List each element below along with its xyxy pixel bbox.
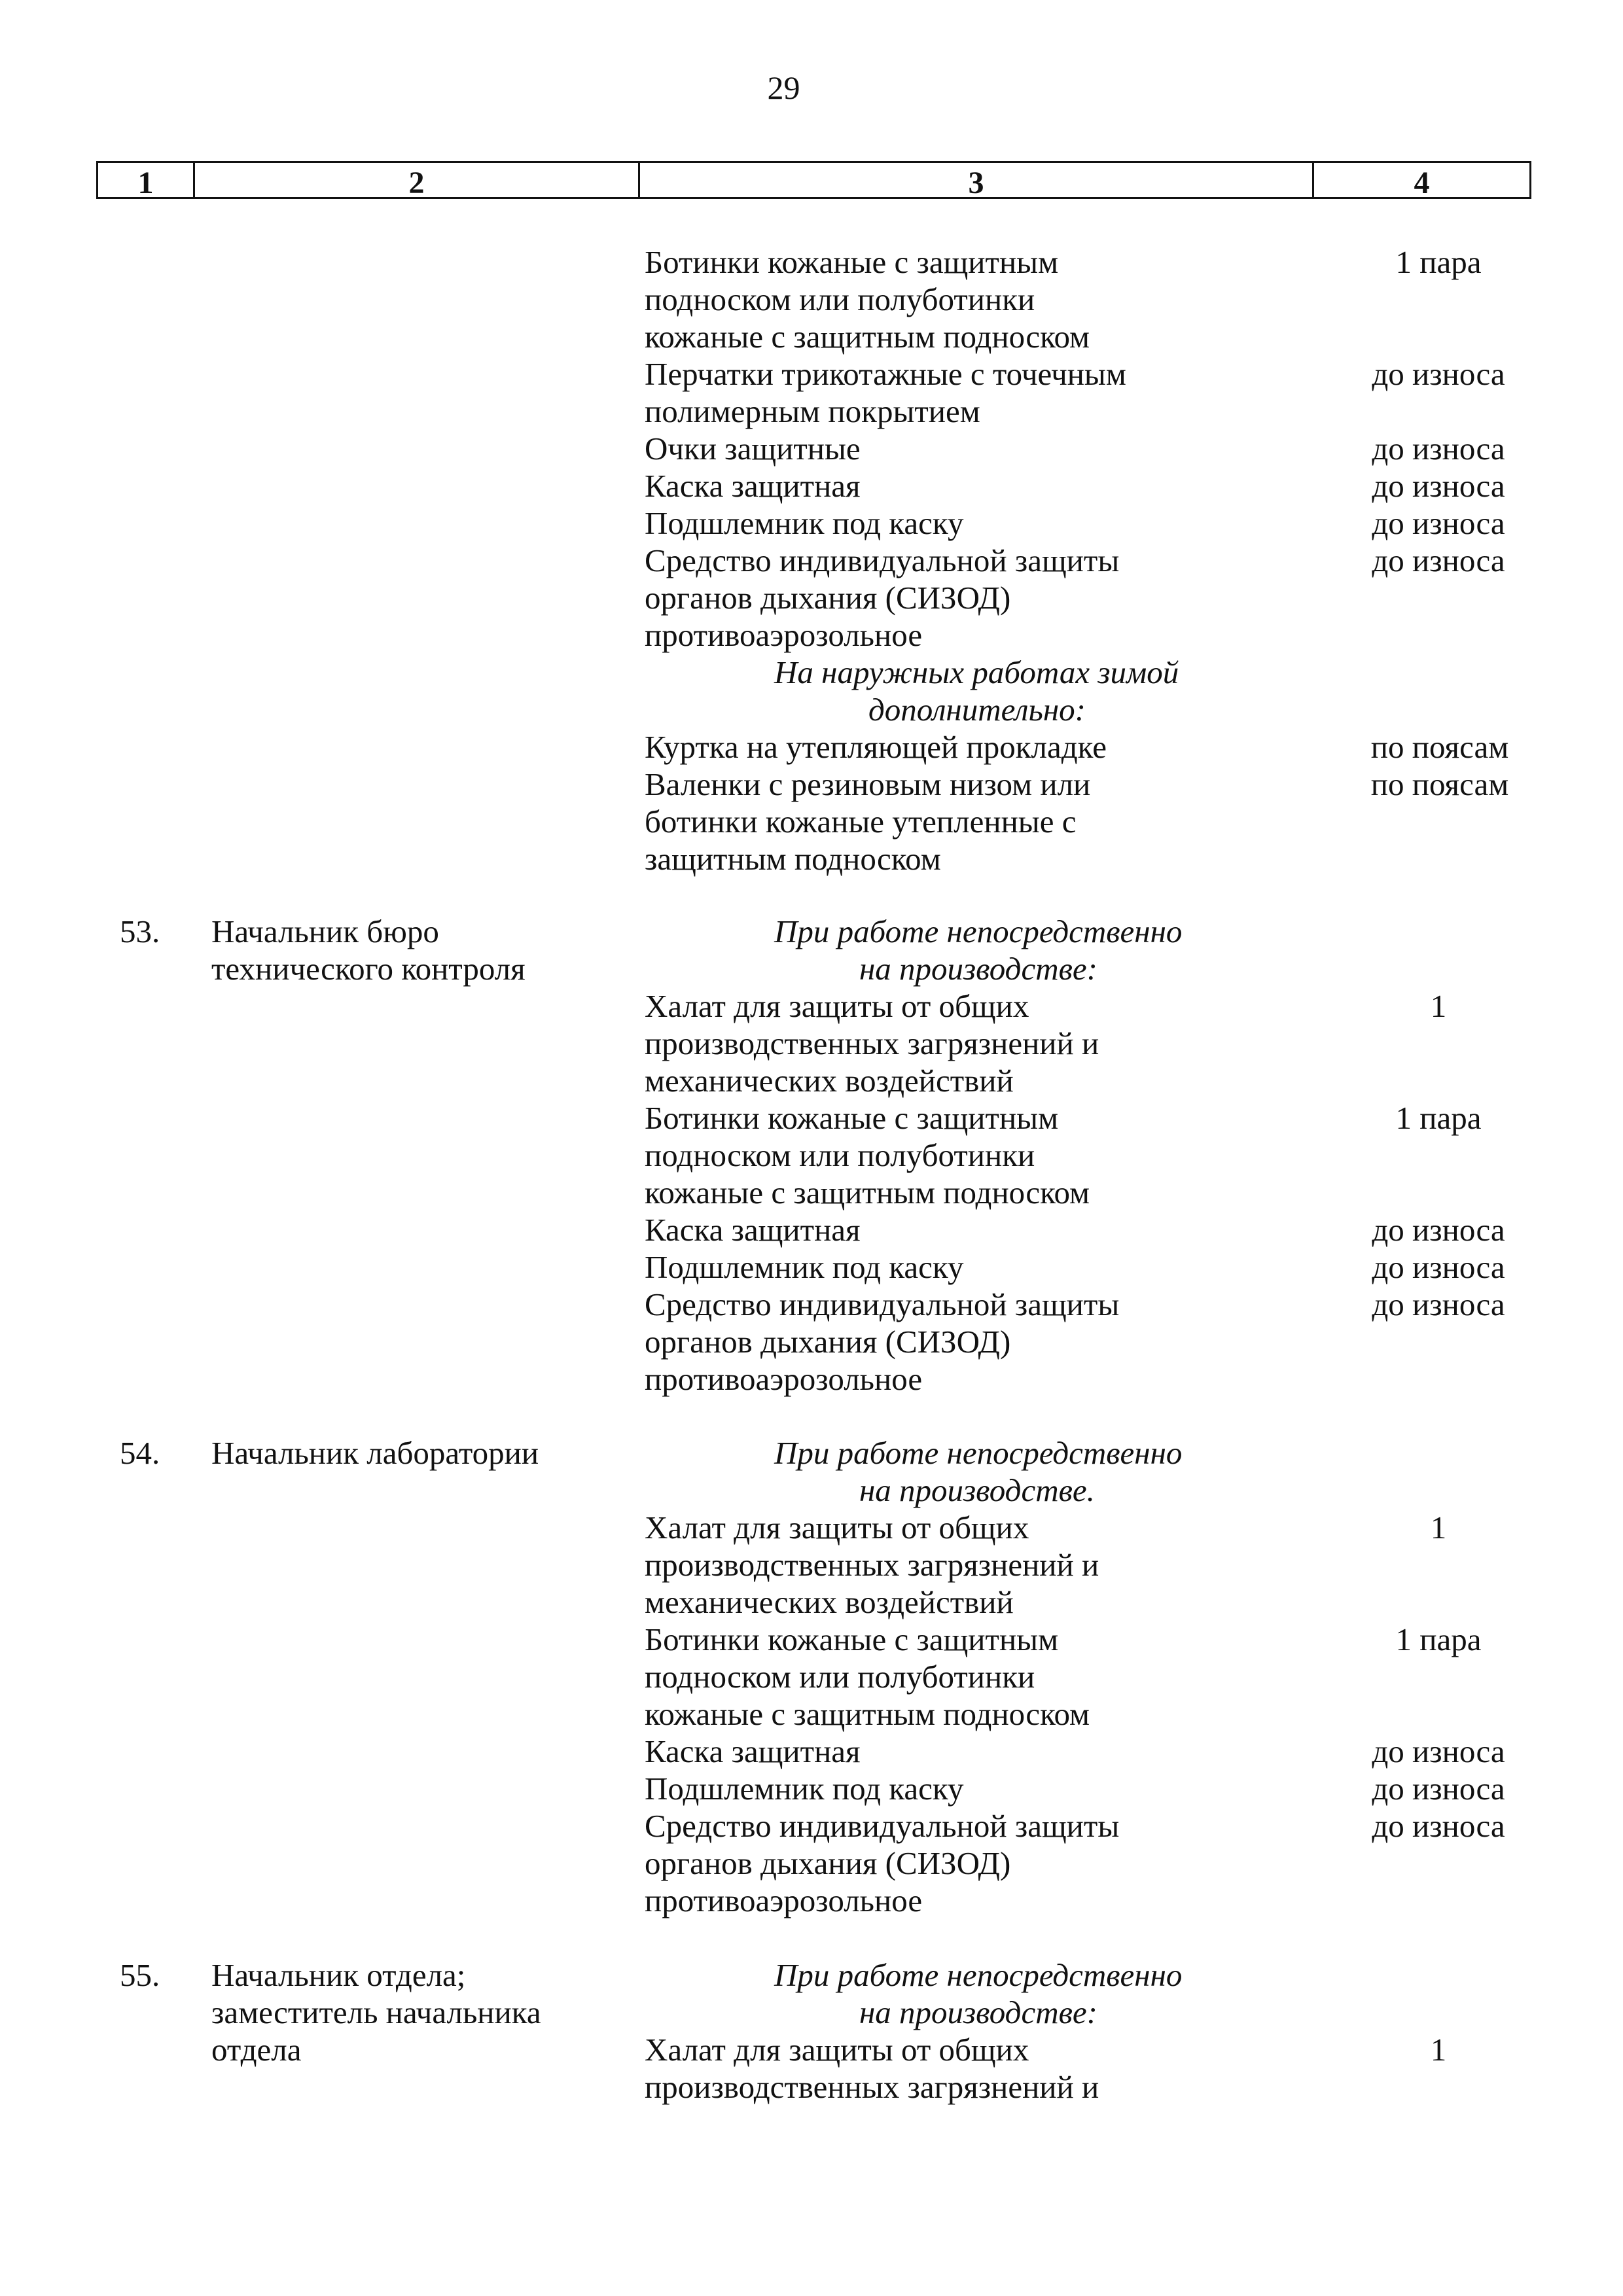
item-line: Средство индивидуальной защиты [645, 542, 1120, 578]
section-subheading: На наружных работах зимой [774, 654, 1179, 690]
column-header-2: 2 [408, 166, 425, 200]
item-line: органов дыхания (СИЗОД) [645, 580, 1011, 616]
item-quantity: 1 [1430, 1510, 1447, 1545]
column-header-1: 1 [137, 166, 154, 200]
item-line: органов дыхания (СИЗОД) [645, 1845, 1011, 1881]
item-line: Каска защитная [645, 1733, 861, 1769]
position-title: Начальник отдела; [211, 1957, 466, 1993]
section-subheading: При работе непосредственно [774, 913, 1183, 949]
item-quantity: до износа [1372, 1286, 1505, 1322]
item-line: производственных загрязнений и [645, 2069, 1099, 2105]
section-subheading: на производстве. [859, 1472, 1095, 1508]
position-title: технического контроля [211, 951, 526, 987]
item-line: Халат для защиты от общих [645, 988, 1029, 1024]
item-quantity: 1 пара [1395, 244, 1482, 280]
item-line: Ботинки кожаные с защитным [645, 244, 1059, 280]
entry-number: 54. [120, 1435, 160, 1471]
item-line: противоаэрозольное [645, 617, 923, 653]
item-quantity: 1 пара [1395, 1100, 1482, 1136]
item-quantity: до износа [1372, 505, 1505, 541]
position-title: заместитель начальника [211, 1994, 541, 2030]
item-line: Средство индивидуальной защиты [645, 1808, 1120, 1844]
item-line: Ботинки кожаные с защитным [645, 1100, 1059, 1136]
section-subheading: При работе непосредственно [774, 1957, 1183, 1993]
item-quantity: до износа [1372, 468, 1505, 504]
section-subheading: на производстве: [859, 951, 1097, 987]
item-line: Подшлемник под каску [645, 1249, 964, 1285]
item-line: полимерным покрытием [645, 393, 980, 429]
item-line: Каска защитная [645, 1212, 861, 1248]
item-line: подноском или полуботинки [645, 1659, 1035, 1695]
item-line: Подшлемник под каску [645, 505, 964, 541]
item-line: противоаэрозольное [645, 1361, 923, 1397]
item-line: Куртка на утепляющей прокладке [645, 729, 1107, 765]
column-header-row [96, 161, 1531, 199]
section-subheading: При работе непосредственно [774, 1435, 1183, 1471]
column-header-3: 3 [968, 166, 984, 200]
item-quantity: до износа [1372, 1249, 1505, 1285]
item-quantity: до износа [1372, 431, 1505, 467]
section-subheading: дополнительно: [868, 692, 1086, 728]
item-line: подноском или полуботинки [645, 281, 1035, 317]
column-header-4: 4 [1414, 166, 1430, 200]
entry-number: 53. [120, 913, 160, 949]
item-quantity: по поясам [1370, 729, 1509, 765]
position-title: Начальник лаборатории [211, 1435, 539, 1471]
item-quantity: до износа [1372, 356, 1505, 392]
item-quantity: 1 пара [1395, 1621, 1482, 1657]
item-quantity: до износа [1372, 1808, 1505, 1844]
item-quantity: 1 [1430, 988, 1447, 1024]
item-line: кожаные с защитным подноском [645, 1174, 1090, 1210]
item-line: Подшлемник под каску [645, 1771, 964, 1807]
entry-number: 55. [120, 1957, 160, 1993]
item-line: Средство индивидуальной защиты [645, 1286, 1120, 1322]
item-quantity: до износа [1372, 1733, 1505, 1769]
item-line: Валенки с резиновым низом или [645, 766, 1091, 802]
item-line: кожаные с защитным подноском [645, 319, 1090, 355]
item-line: Перчатки трикотажные с точечным [645, 356, 1126, 392]
item-line: кожаные с защитным подноском [645, 1696, 1090, 1732]
item-line: Ботинки кожаные с защитным [645, 1621, 1059, 1657]
item-line: защитным подноском [645, 841, 941, 877]
item-line: производственных загрязнений и [645, 1547, 1099, 1583]
item-line: производственных загрязнений и [645, 1025, 1099, 1061]
item-line: органов дыхания (СИЗОД) [645, 1324, 1011, 1360]
item-quantity: до износа [1372, 1212, 1505, 1248]
item-line: противоаэрозольное [645, 1882, 923, 1918]
item-line: Каска защитная [645, 468, 861, 504]
item-line: Халат для защиты от общих [645, 1510, 1029, 1545]
item-line: Очки защитные [645, 431, 861, 467]
item-line: Халат для защиты от общих [645, 2032, 1029, 2068]
item-line: подноском или полуботинки [645, 1137, 1035, 1173]
item-line: механических воздействий [645, 1584, 1014, 1620]
item-quantity: до износа [1372, 1771, 1505, 1807]
position-title: Начальник бюро [211, 913, 439, 949]
section-subheading: на производстве: [859, 1994, 1097, 2030]
item-line: ботинки кожаные утепленные с [645, 804, 1077, 839]
item-line: механических воздействий [645, 1063, 1014, 1099]
item-quantity: до износа [1372, 542, 1505, 578]
item-quantity: по поясам [1370, 766, 1509, 802]
item-quantity: 1 [1430, 2032, 1447, 2068]
position-title: отдела [211, 2032, 302, 2068]
page-number: 29 [767, 69, 800, 106]
